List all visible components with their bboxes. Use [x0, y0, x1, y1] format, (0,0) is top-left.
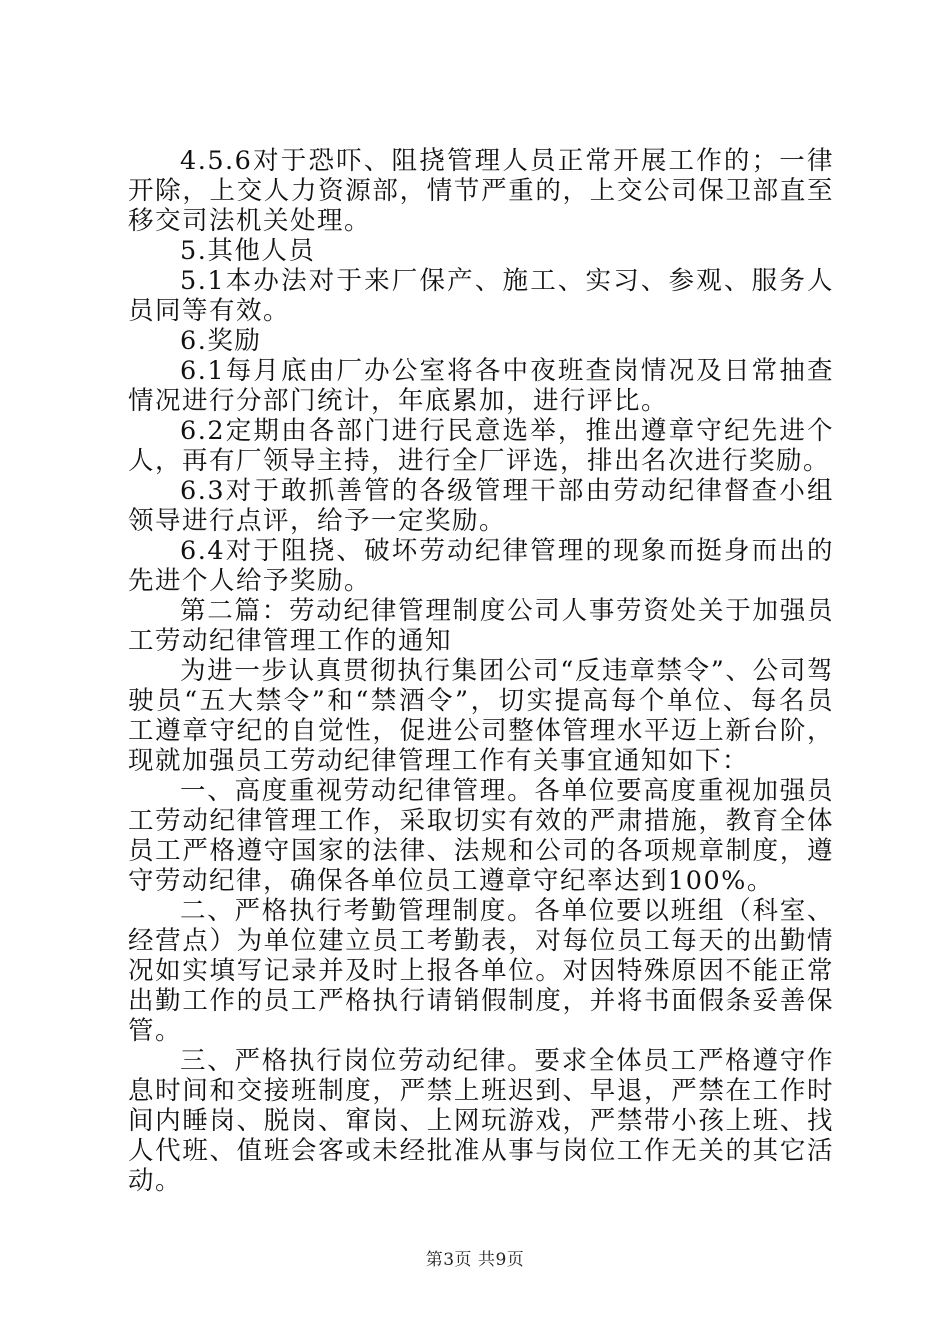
paragraph-4-5-6: 4.5.6对于恐吓、阻挠管理人员正常开展工作的；一律开除，上交人力资源部，情节严重的，上交公司保卫部直至移交司法机关处理。: [128, 146, 834, 236]
notice-item-3: 三、严格执行岗位劳动纪律。要求全体员工严格遵守作息时间和交接班制度，严禁上班迟到、早退，严禁在工作时间内睡岗、脱岗、窜岗、上网玩游戏，严禁带小孩上班、找人代班、值班会客或未经批准从事与岗位工作无关的其它活动。: [128, 1046, 834, 1196]
paragraph-5-1: 5.1本办法对于来厂保产、施工、实习、参观、服务人员同等有效。: [128, 266, 834, 326]
paragraph-6-1: 6.1每月底由厂办公室将各中夜班查岗情况及日常抽查情况进行分部门统计，年底累加，进行评比。: [128, 356, 834, 416]
notice-intro: 为进一步认真贯彻执行集团公司“反违章禁令”、公司驾驶员“五大禁令”和“禁酒令”，切实提高每个单位、每名员工遵章守纪的自觉性，促进公司整体管理水平迈上新台阶，现就加强员工劳动纪律管理工作有关事宜通知如下：: [128, 656, 834, 776]
notice-item-1: 一、高度重视劳动纪律管理。各单位要高度重视加强员工劳动纪律管理工作，采取切实有效的严肃措施，教育全体员工严格遵守国家的法律、法规和公司的各项规章制度，遵守劳动纪律，确保各单位员工遵章守纪率达到100%。: [128, 776, 834, 896]
chapter-two-title: 第二篇：劳动纪律管理制度公司人事劳资处关于加强员工劳动纪律管理工作的通知: [128, 596, 834, 656]
paragraph-6-3: 6.3对于敢抓善管的各级管理干部由劳动纪律督查小组领导进行点评，给予一定奖励。: [128, 476, 834, 536]
page-number-footer: 第3页 共9页: [425, 1250, 525, 1270]
section-heading-other-staff: 5.其他人员: [180, 236, 316, 266]
section-heading-rewards: 6.奖励: [180, 326, 262, 356]
paragraph-6-2: 6.2定期由各部门进行民意选举，推出遵章守纪先进个人，再有厂领导主持，进行全厂评选，排出名次进行奖励。: [128, 416, 834, 476]
document-body: [128, 146, 834, 1196]
paragraph-6-4: 6.4对于阻挠、破坏劳动纪律管理的现象而挺身而出的先进个人给予奖励。: [128, 536, 834, 596]
notice-item-2: 二、严格执行考勤管理制度。各单位要以班组（科室、经营点）为单位建立员工考勤表，对每位员工每天的出勤情况如实填写记录并及时上报各单位。对因特殊原因不能正常出勤工作的员工严格执行请销假制度，并将书面假条妥善保管。: [128, 896, 834, 1046]
